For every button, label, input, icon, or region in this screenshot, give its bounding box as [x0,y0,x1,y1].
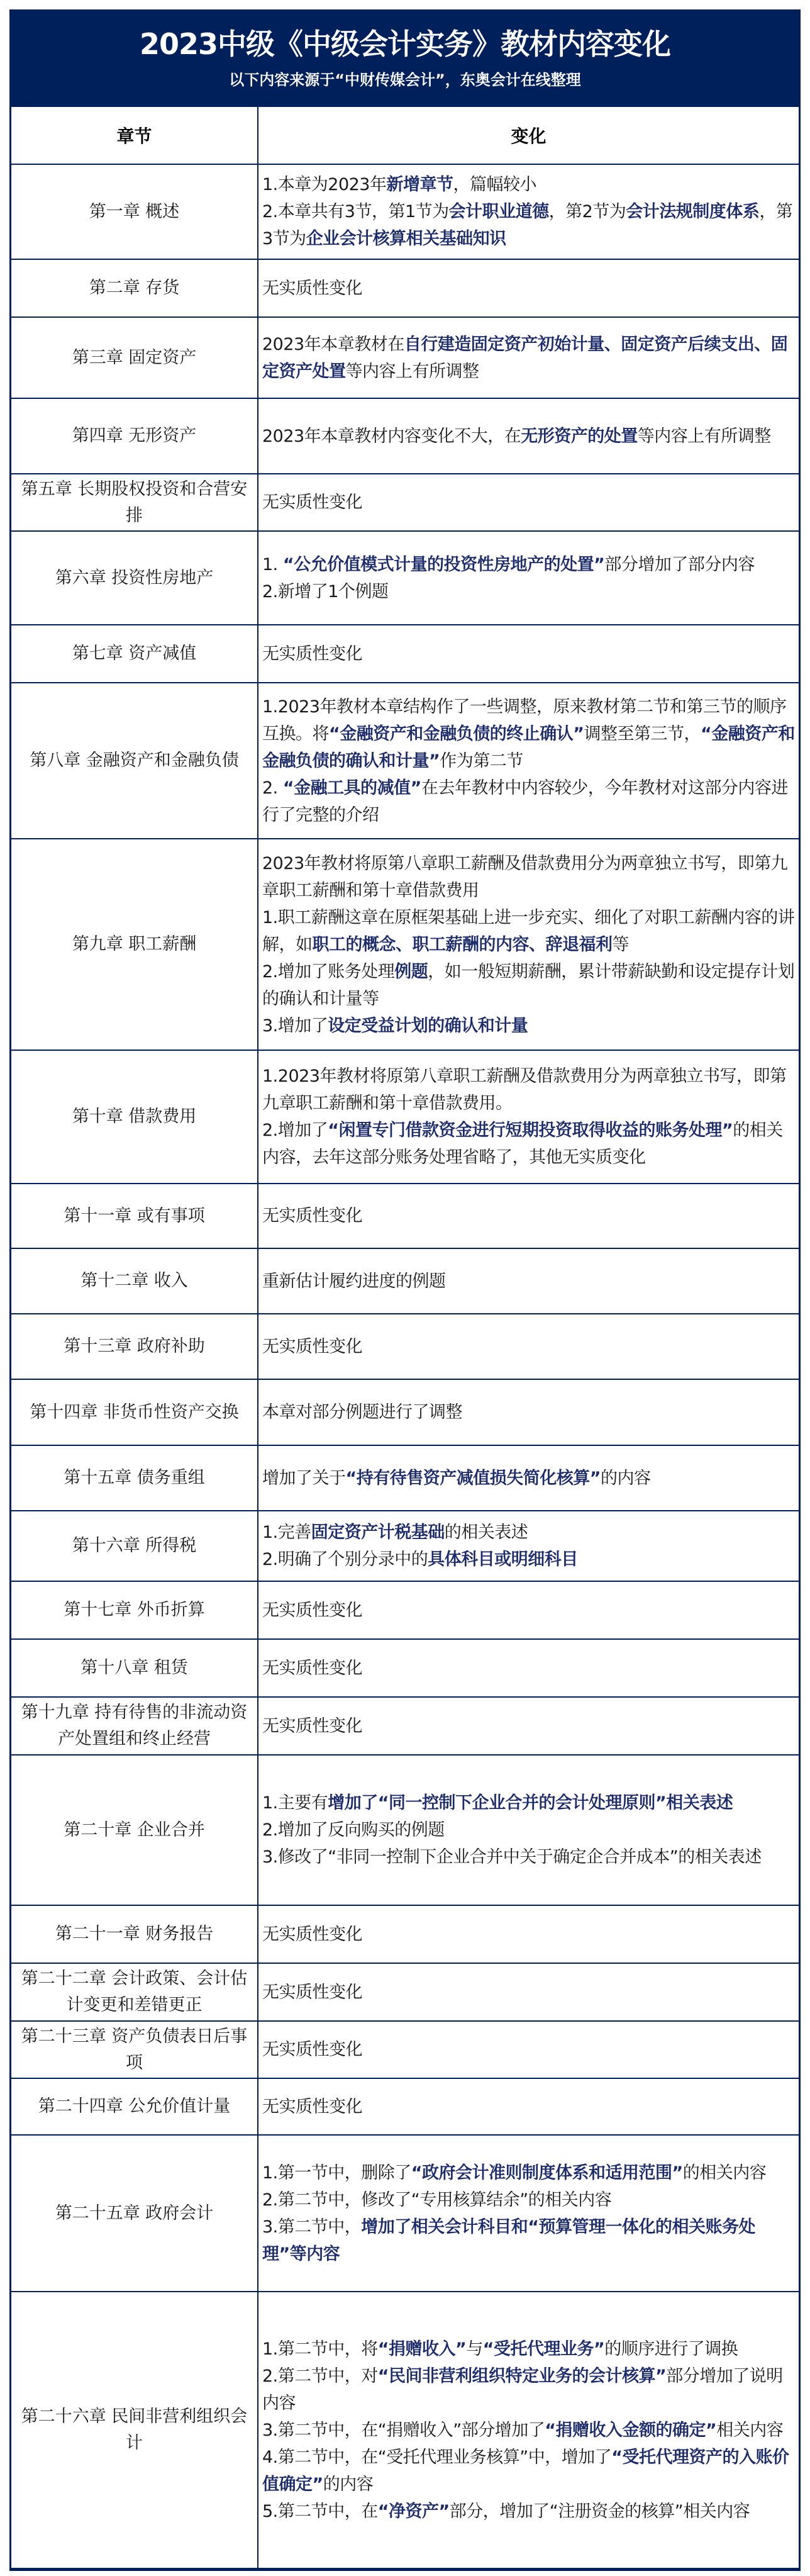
highlighted-text: 新增章节 [386,175,453,194]
table-row [11,317,799,398]
change-text: 3.第二节中， [262,2217,362,2237]
table-row [11,474,799,531]
change-item [262,1117,795,1171]
change-item [262,2036,795,2063]
change-item [262,489,795,516]
highlighted-text: “金融资产和金融负债的确认和计量” [262,724,795,771]
change-cell [258,2135,799,2292]
change-item [262,641,795,668]
highlighted-text: “金融工具的减值” [282,778,421,798]
chapter-cell: 第十九章 持有待售的非流动资产处置组和终止经营 [11,1697,258,1755]
change-text: 无实质性变化 [262,1336,362,1357]
change-cell [258,1445,799,1511]
change-cell [258,683,799,839]
change-item [262,1921,795,1948]
change-item [262,1979,795,2006]
change-text: 2023年教材将原第八章职工薪酬及借款费用分为两章独立书写，即第九章职工薪酬和第十章借款费用 [262,853,788,900]
change-text: ，如一般短期薪酬，累计带薪缺勤和设定提存计划的确认和计量等 [262,961,795,1009]
change-item [262,1333,795,1360]
change-cell [258,317,799,398]
change-text: 的顺序进行了调换 [604,2339,738,2359]
change-cell [258,1379,799,1445]
change-item [262,1789,795,1817]
change-text: 无实质性变化 [262,1206,362,1226]
table-row [11,1511,799,1581]
change-cell [258,839,799,1050]
highlighted-text: 增加了相关会计科目和“预算管理一体化的相关账务处理”等内容 [262,2217,756,2264]
change-item [262,1597,795,1624]
change-text: 的相关表述 [444,1523,528,1542]
chapter-cell: 第七章 资产减值 [11,625,258,683]
change-text: 2. [262,778,283,798]
table-row [11,683,799,839]
chapter-cell: 第十四章 非货币性资产交换 [11,1379,258,1445]
change-text: 1. [262,554,283,574]
chapter-cell: 第十章 借款费用 [11,1050,258,1184]
change-text: 的内容 [601,1468,651,1488]
change-text: 的内容 [323,2474,374,2494]
change-cell [258,1755,799,1905]
highlighted-text: “净资产” [377,2501,450,2521]
chapter-cell: 第二章 存货 [11,259,258,317]
highlighted-text: “公允价值模式计量的投资性房地产的处置” [282,554,605,574]
highlighted-text: “政府会计准则制度体系和适用范围” [411,2163,683,2183]
change-text: 3.第二节中，在“捐赠收入”部分增加了 [262,2420,545,2440]
change-text: 3.增加了 [262,1016,328,1036]
change-item [262,775,795,829]
change-item [262,423,795,450]
change-item [262,2187,795,2214]
change-cell [258,1050,799,1184]
chapter-cell: 第六章 投资性房地产 [11,531,258,625]
highlighted-text: 增加了“同一控制下企业合并的会计处理原则”相关表述 [328,1793,733,1813]
table-row [11,531,799,625]
change-item [262,1817,795,1844]
chapter-cell: 第二十三章 资产负债表日后事项 [11,2021,258,2078]
table-row [11,1184,799,1248]
change-item [262,1655,795,1682]
change-item [262,2363,795,2417]
table-row [11,1697,799,1755]
change-text: 无实质性变化 [262,1716,362,1736]
change-cell [258,1314,799,1379]
change-text: 2.第二节中，修改了“专用核算结余”的相关内容 [262,2190,612,2210]
change-text: 2.增加了 [262,1121,328,1140]
chapter-cell: 第十二章 收入 [11,1248,258,1314]
change-cell [258,259,799,317]
change-text: 相关内容 [716,2420,784,2440]
chapter-cell: 第四章 无形资产 [11,398,258,474]
table-row [11,1905,799,1963]
change-text: 1.职工薪酬这章在原框架基础上进一步充实、细化了对职工薪酬内容的讲解，如 [262,907,795,955]
column-header-chapter: 章节 [11,107,258,164]
change-item [262,1268,795,1295]
change-item [262,2444,795,2498]
change-text: 1.第一节中，删除了 [262,2163,411,2183]
change-text: ，第3节为 [262,202,793,249]
highlighted-text: “受托代理资产的入账价值确定” [262,2447,789,2494]
change-text: 在去年教材中内容较少，今年教材对这部分内容进行了完整的介绍 [262,778,788,825]
change-cell [258,2292,799,2568]
chapter-cell: 第十五章 债务重组 [11,1445,258,1511]
change-item [262,331,795,385]
table-row [11,2021,799,2078]
table-row [11,2135,799,2292]
change-cell [258,1511,799,1581]
change-text: 1.完善 [262,1523,311,1542]
change-item [262,904,795,958]
change-item [262,1063,795,1117]
chapter-cell: 第八章 金融资产和金融负债 [11,683,258,839]
chapter-cell: 第二十一章 财务报告 [11,1905,258,1963]
change-text: ，篇幅较小 [453,175,536,194]
highlighted-text: 设定受益计划的确认和计量 [328,1016,528,1036]
change-item [262,1012,795,1039]
table-row [11,1379,799,1445]
change-cell [258,1184,799,1248]
change-cell [258,625,799,683]
highlighted-text: 会计职业道德 [448,202,549,221]
highlighted-text: 会计法规制度体系 [626,202,760,221]
change-text: 作为第二节 [440,751,523,771]
table-row [11,625,799,683]
change-text: 3.修改了“非同一控制下企业合并中关于确定企合并成本”的相关表述 [262,1847,762,1867]
chapter-cell: 第十七章 外币折算 [11,1581,258,1639]
highlighted-text: 无形资产的处置 [521,426,638,446]
table-row [11,1445,799,1511]
change-text: 等内容上有所调整 [345,361,479,381]
change-cell [258,474,799,531]
change-item [262,275,795,302]
table-row [11,1755,799,1905]
table-row [11,259,799,317]
change-item [262,2417,795,2444]
highlighted-text: “捐赠收入金额的确定” [545,2420,717,2440]
highlighted-text: 具体科目或明细科目 [428,1550,578,1569]
title-band [11,9,799,107]
content-sheet [9,9,801,2571]
change-item [262,198,795,252]
changes-table [11,107,799,2569]
change-text: 1.第二节中，将 [262,2339,378,2359]
change-text: 部分增加了部分内容 [604,554,755,574]
change-cell [258,1905,799,1963]
change-text: 的相关内容，去年这部分账务处理省略了，其他无实质变化 [262,1121,783,1167]
table-row [11,2078,799,2135]
change-item [262,2214,795,2268]
change-cell [258,398,799,474]
table-row [11,164,799,259]
change-text: 重新估计履约进度的例题 [262,1271,446,1291]
change-item [262,2159,795,2187]
change-text: 无实质性变化 [262,2097,362,2117]
chapter-cell: 第二十六章 民间非营利组织会计 [11,2292,258,2568]
table-body [11,164,799,2568]
change-text: 调整至第三节， [584,724,701,744]
change-cell [258,1963,799,2021]
table-header-row [11,107,799,164]
change-text: 等内容上有所调整 [637,426,771,446]
chapter-cell: 第三章 固定资产 [11,317,258,398]
highlighted-text: “民间非营利组织特定业务的会计核算” [377,2366,667,2386]
change-text: 2.增加了账务处理 [262,961,395,982]
change-text: 本章对部分例题进行了调整 [262,1403,462,1422]
table-row [11,1639,799,1697]
change-cell [258,1581,799,1639]
change-item [262,850,795,904]
change-item [262,2498,795,2525]
chapter-cell: 第十三章 政府补助 [11,1314,258,1379]
change-text: 2.明确了个别分录中的 [262,1550,428,1569]
change-text: ，第2节为 [548,202,626,221]
change-text: 1.本章为2023年 [262,175,387,194]
change-item [262,1713,795,1740]
change-text: 2.新增了1个例题 [262,581,389,602]
highlighted-text: “金融资产和金融负债的终止确认” [329,724,584,744]
page-title: 2023中级《中级会计实务》教材内容变化 [139,27,671,61]
change-item [262,551,795,578]
column-header-change: 变化 [258,107,799,164]
table-row [11,1050,799,1184]
highlighted-text: “持有待售资产减值损失简化核算” [345,1468,601,1488]
chapter-cell: 第二十二章 会计政策、会计估计变更和差错更正 [11,1963,258,2021]
chapter-cell: 第二十章 企业合并 [11,1755,258,1905]
change-text: 无实质性变化 [262,644,362,664]
change-cell [258,1697,799,1755]
chapter-cell: 第二十四章 公允价值计量 [11,2078,258,2135]
highlighted-text: 职工的概念、职工薪酬的内容、辞退福利 [312,934,613,955]
change-text: 的相关内容 [682,2163,767,2183]
change-item [262,693,795,775]
table-row [11,839,799,1050]
table-row [11,1963,799,2021]
chapter-cell: 第十六章 所得税 [11,1511,258,1581]
change-text: 无实质性变化 [262,1982,362,2002]
change-item [262,2093,795,2120]
change-cell [258,1639,799,1697]
change-text: 无实质性变化 [262,1924,362,1944]
change-text: 与 [466,2339,483,2359]
page-subtitle: 以下内容来源于“中财传媒会计”，东奥会计在线整理 [229,71,581,89]
change-item [262,1465,795,1492]
table-row [11,398,799,474]
change-item [262,1546,795,1573]
change-text: 2023年本章教材在 [262,334,404,354]
chapter-cell: 第一章 概述 [11,164,258,259]
change-item [262,1844,795,1871]
change-cell [258,164,799,259]
change-text: 部分增加了说明内容 [262,2366,783,2413]
change-text: 2.第二节中，对 [262,2366,378,2386]
change-item [262,1519,795,1546]
change-item [262,1202,795,1229]
change-cell [258,531,799,625]
change-text: 2.本章共有3节，第1节为 [262,202,449,221]
change-cell [258,1248,799,1314]
highlighted-text: “闲置专门借款资金进行短期投资取得收益的账务处理” [328,1121,733,1140]
change-cell [258,2078,799,2135]
table-row [11,2292,799,2568]
change-text: 无实质性变化 [262,1658,362,1678]
highlighted-text: 企业会计核算相关基础知识 [306,229,506,249]
change-item [262,1399,795,1426]
chapter-cell: 第九章 职工薪酬 [11,839,258,1050]
change-text: 2.增加了反向购买的例题 [262,1820,445,1840]
change-text: 2023年本章教材内容变化不大，在 [262,426,521,446]
highlighted-text: “捐赠收入” [377,2339,467,2359]
change-text: 无实质性变化 [262,1600,362,1620]
chapter-cell: 第十八章 租赁 [11,1639,258,1697]
change-text: 部分，增加了“注册资金的核算”相关内容 [449,2501,750,2521]
change-text: 1.2023年教材将原第八章职工薪酬及借款费用分为两章独立书写，即第九章职工薪酬和第十章借款费用。 [262,1067,787,1113]
highlighted-text: 例题 [394,961,428,982]
highlighted-text: 固定资产计税基础 [311,1523,445,1542]
change-item [262,578,795,605]
highlighted-text: 自行建造固定资产初始计量、固定资产后续支出、固定资产处置 [262,334,788,381]
change-text: 等 [612,934,629,955]
change-text: 4.第二节中，在“受托代理业务核算”中，增加了 [262,2447,612,2467]
change-item [262,958,795,1012]
chapter-cell: 第二十五章 政府会计 [11,2135,258,2292]
change-text: 增加了关于 [262,1468,346,1488]
chapter-cell: 第十一章 或有事项 [11,1184,258,1248]
change-text: 5.第二节中，在 [262,2501,378,2521]
highlighted-text: “受托代理业务” [482,2339,605,2359]
table-row [11,1581,799,1639]
change-item [262,171,795,198]
change-item [262,2336,795,2363]
change-cell [258,2021,799,2078]
table-row [11,1314,799,1379]
change-text: 无实质性变化 [262,278,362,298]
table-row [11,1248,799,1314]
change-text: 1.主要有 [262,1793,328,1813]
change-text: 无实质性变化 [262,493,362,512]
chapter-cell: 第五章 长期股权投资和合营安排 [11,474,258,531]
change-text: 1.2023年教材本章结构作了一些调整，原来教材第二节和第三节的顺序互换。将 [262,697,787,744]
change-text: 无实质性变化 [262,2040,362,2059]
